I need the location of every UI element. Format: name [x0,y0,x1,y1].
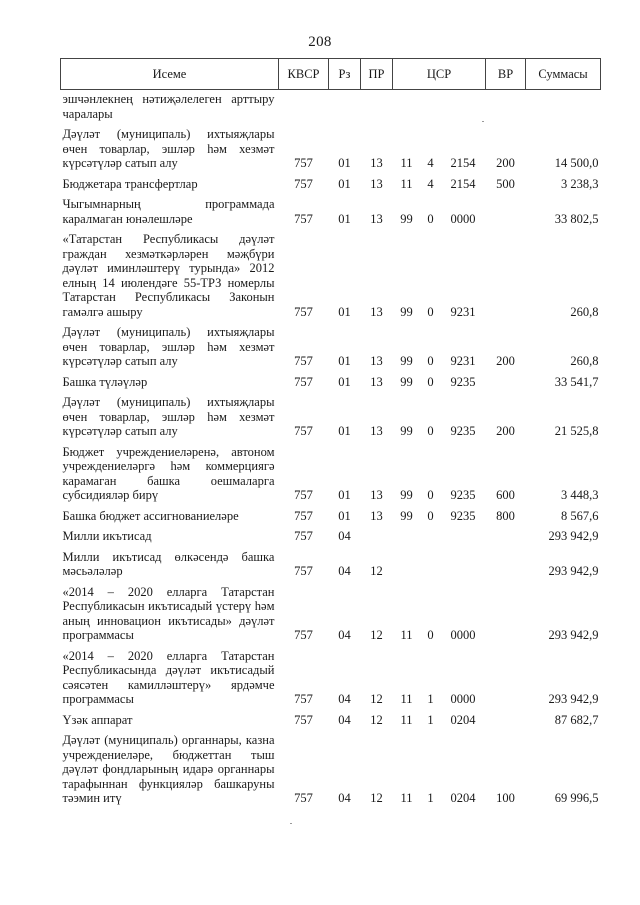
cell-rz: 01 [338,211,351,226]
cell-sum: 33 802,5 [554,211,599,226]
cell-pr: 13 [370,508,383,523]
cell-pr: 12 [370,692,383,706]
cell-csr-program [393,524,421,545]
header-name: Исеме [61,59,279,90]
cell-csr-direction: 0000 [450,692,476,706]
cell-csr-subprogram: 4 [427,176,434,191]
cell-kvsr: 757 [294,791,313,805]
cell-kvsr: 757 [294,156,313,170]
cell-csr-subprogram [421,524,441,545]
cell-kvsr: 757 [294,211,313,226]
cell-csr-direction: 2154 [450,156,476,170]
cell-csr-program: 11 [400,712,413,727]
cell-rz: 04 [338,529,351,543]
cell-csr-program: 11 [400,628,413,642]
cell-pr: 13 [370,304,383,319]
cell-kvsr: 757 [294,692,313,706]
cell-sum: 3 448,3 [561,488,599,502]
cell-csr-program: 99 [400,354,413,368]
cell-vr [486,708,526,729]
cell-sum: 69 996,5 [554,791,599,805]
page-number: 208 [308,34,332,50]
cell-csr-direction: 0204 [450,791,476,805]
table-row [61,644,601,708]
table-row [61,227,601,320]
cell-csr-subprogram: 0 [427,304,434,319]
cell-name: Дәүләт (муниципаль) ихтыяҗлары өчен товарлар, эшләр һәм хезмәт күрсәтүләр сатып алу [62,325,275,368]
cell-csr-direction: 0204 [450,712,476,727]
cell-name: Чыгымнарның программада каралмаган юнәлешләре [62,197,275,226]
cell-csr-subprogram: 1 [427,712,434,727]
scan-speck [482,121,484,122]
cell-csr-program: 99 [400,304,413,319]
cell-csr-subprogram: 0 [427,424,434,438]
cell-rz: 01 [338,488,351,502]
scan-speck [290,823,292,824]
cell-rz: 01 [338,508,351,523]
cell-csr-program: 99 [400,424,413,438]
cell-kvsr: 757 [294,354,313,368]
cell-name: Милли икътисад [62,529,152,543]
cell-csr-direction: 2154 [450,176,476,191]
cell-pr: 13 [370,156,383,170]
cell-csr-direction: 0000 [450,211,476,226]
header-csr: ЦСР [393,59,486,90]
cell-name: Дәүләт (муниципаль) ихтыяҗлары өчен товарлар, эшләр һәм хезмәт күрсәтүләр сатып алу [62,127,275,170]
header-sum: Суммасы [526,59,601,90]
cell-csr-direction: 9235 [450,508,476,523]
header-kvsr: КВСР [279,59,329,90]
cell-pr [361,524,393,545]
cell-csr-subprogram [421,90,441,123]
cell-rz: 04 [338,628,351,642]
cell-csr-program: 11 [400,791,413,805]
cell-sum [526,90,601,123]
cell-pr: 12 [370,791,383,805]
cell-vr: 600 [496,488,515,502]
header-pr: ПР [361,59,393,90]
table-header-row [61,59,601,90]
cell-rz: 04 [338,692,351,706]
cell-kvsr: 757 [294,176,313,191]
cell-kvsr: 757 [294,628,313,642]
cell-sum: 260,8 [570,304,599,319]
cell-pr [361,90,393,123]
table-row [61,320,601,370]
table-row [61,172,601,193]
cell-csr-subprogram: 0 [427,508,434,523]
cell-csr-direction: 9231 [450,354,476,368]
cell-vr [486,524,526,545]
cell-sum: 87 682,7 [554,712,599,727]
cell-pr: 13 [370,354,383,368]
cell-pr: 12 [370,564,383,578]
cell-csr-subprogram: 0 [427,211,434,226]
table-row [61,728,601,807]
table-row [61,390,601,440]
table-row [61,90,601,123]
cell-pr: 12 [370,712,383,727]
cell-kvsr: 757 [294,374,313,389]
cell-csr-direction: 9231 [450,304,476,319]
cell-kvsr: 757 [294,564,313,578]
cell-sum: 293 942,9 [548,529,599,543]
cell-csr-subprogram [421,545,441,580]
cell-name: Дәүләт (муниципаль) органнары, казна учреждениеләре, бюджеттан тыш дәүләт фондларының идарә органнары тарафыннан функцияләр башкаруны тәэмин итү [62,733,275,805]
cell-name: «2014 – 2020 елларга Татарстан Республикасында дәүләт икътисадый сәясәтен камилләштерү» ярдәмче программасы [62,648,275,706]
cell-csr-program: 99 [400,374,413,389]
cell-csr-subprogram: 0 [427,374,434,389]
cell-vr [486,580,526,644]
cell-name: Башка бюджет ассигнованиеләре [62,508,239,523]
table-row [61,545,601,580]
cell-csr-subprogram: 4 [427,156,434,170]
table-row [61,524,601,545]
cell-rz: 01 [338,304,351,319]
cell-kvsr: 757 [294,304,313,319]
cell-vr: 200 [496,424,515,438]
cell-pr: 13 [370,488,383,502]
cell-csr-direction: 9235 [450,424,476,438]
cell-csr-subprogram: 0 [427,488,434,502]
cell-name: Милли икътисад өлкәсендә башка мәсьәләләр [62,549,275,578]
cell-kvsr: 757 [294,424,313,438]
cell-vr [486,192,526,227]
cell-csr-direction [441,524,486,545]
cell-vr: 500 [496,176,515,191]
cell-vr [486,545,526,580]
cell-sum: 21 525,8 [554,424,599,438]
table-row [61,708,601,729]
cell-rz: 01 [338,176,351,191]
cell-csr-subprogram: 0 [427,354,434,368]
cell-csr-subprogram: 1 [427,791,434,805]
cell-vr: 200 [496,354,515,368]
cell-pr: 13 [370,211,383,226]
cell-kvsr: 757 [294,712,313,727]
cell-name: «Татарстан Республикасы дәүләт граждан хезмәткәрләрен мәҗбүри дәүләт иминләштерү турында» 2012 елның 14 июлендәге 55-ТРЗ номерлы Татарстан Республикасы Законын гамәлгә ашыру [62,232,275,319]
cell-name: Үзәк аппарат [62,712,133,727]
cell-pr: 12 [370,628,383,642]
cell-vr [486,370,526,391]
cell-sum: 14 500,0 [554,156,599,170]
cell-name: Бюджетара трансфертлар [62,176,198,191]
header-vr: ВР [486,59,526,90]
cell-csr-subprogram: 1 [427,692,434,706]
cell-rz: 01 [338,374,351,389]
cell-sum: 293 942,9 [548,564,599,578]
cell-pr: 13 [370,374,383,389]
cell-kvsr [279,90,329,123]
cell-sum: 33 541,7 [554,374,599,389]
cell-rz: 01 [338,156,351,170]
cell-csr-program: 11 [400,156,413,170]
cell-kvsr: 757 [294,529,313,543]
cell-csr-direction: 9235 [450,374,476,389]
cell-csr-direction [441,545,486,580]
cell-rz: 04 [338,564,351,578]
cell-sum: 293 942,9 [548,628,599,642]
cell-vr: 800 [496,508,515,523]
cell-csr-direction: 0000 [450,628,476,642]
cell-csr-program: 99 [400,211,413,226]
cell-rz: 01 [338,424,351,438]
cell-pr: 13 [370,424,383,438]
cell-vr [486,227,526,320]
cell-name: «2014 – 2020 елларга Татарстан Республикасын икътисадый үстерү һәм аның инновацион икътисады» дәүләт программасы [62,584,275,642]
table-row [61,370,601,391]
table-row [61,122,601,172]
cell-sum: 293 942,9 [548,692,599,706]
cell-csr-program: 99 [400,508,413,523]
cell-csr-direction: 9235 [450,488,476,502]
cell-rz: 04 [338,712,351,727]
cell-vr [486,644,526,708]
cell-csr-program: 11 [400,692,413,706]
cell-rz: 01 [338,354,351,368]
cell-name: Бюджет учреждениеләренә, автоном учреждениеләргә һәм коммерциягә карамаган башка оешмаларга субсидияләр бирү [62,444,275,502]
cell-csr-program [393,90,421,123]
cell-sum: 8 567,6 [561,508,599,523]
cell-csr-program [393,545,421,580]
cell-rz: 04 [338,791,351,805]
cell-csr-subprogram: 0 [427,628,434,642]
cell-kvsr: 757 [294,488,313,502]
cell-sum: 260,8 [570,354,599,368]
cell-name: Башка түләүләр [62,374,148,389]
cell-csr-direction [441,90,486,123]
cell-csr-program: 11 [400,176,413,191]
cell-name: эшчәнлекнең нәтиҗәлелеген арттыру чаралары [62,92,275,121]
cell-vr: 100 [496,791,515,805]
header-rz: Рз [329,59,361,90]
cell-sum: 3 238,3 [561,176,599,191]
table-row [61,192,601,227]
cell-vr: 200 [496,156,515,170]
cell-name: Дәүләт (муниципаль) ихтыяҗлары өчен товарлар, эшләр һәм хезмәт күрсәтүләр сатып алу [62,395,275,438]
table-row [61,504,601,525]
table-row [61,580,601,644]
budget-table [60,58,601,807]
cell-csr-program: 99 [400,488,413,502]
table-row [61,440,601,504]
cell-vr [486,90,526,123]
cell-rz [329,90,361,123]
cell-pr: 13 [370,176,383,191]
cell-kvsr: 757 [294,508,313,523]
